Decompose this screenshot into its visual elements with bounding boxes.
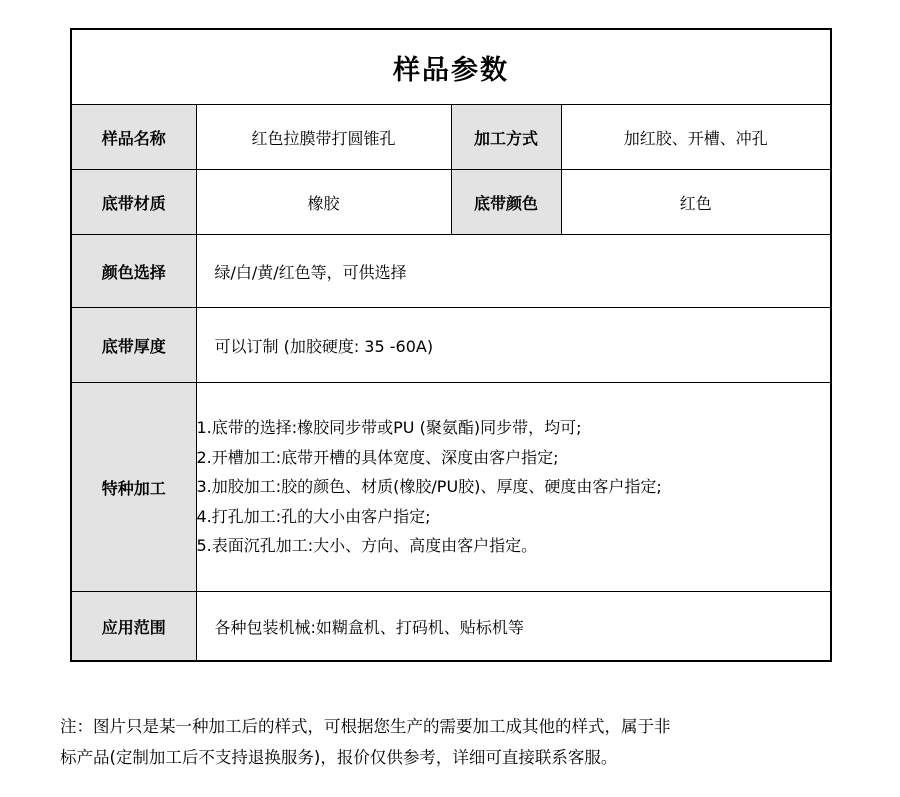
special-processing-line-2: 2.开槽加工:底带开槽的具体宽度、深度由客户指定;	[196, 447, 559, 467]
row-label-sample-name: 样品名称	[71, 105, 196, 170]
table-row	[71, 235, 831, 308]
row-label-belt-color: 底带颜色	[451, 170, 561, 235]
row-label-belt-material: 底带材质	[71, 170, 196, 235]
footer-note-line-2: 标产品(定制加工后不支持退换服务)，报价仅供参考，详细可直接联系客服。	[60, 747, 618, 767]
special-processing-line-3: 3.加胶加工:胶的颜色、材质(橡胶/PU胶)、厚度、硬度由客户指定;	[196, 477, 662, 497]
table-row	[71, 592, 831, 662]
row-label-special-processing: 特种加工	[71, 383, 196, 592]
spec-sheet	[70, 28, 830, 662]
footer-note-line-1: 注：图片只是某一种加工后的样式，可根据您生产的需要加工成其他的样式，属于非	[60, 717, 671, 736]
row-label-process-method: 加工方式	[451, 105, 561, 170]
table-row	[71, 170, 831, 235]
table-row-title	[71, 29, 831, 105]
special-processing-line-5: 5.表面沉孔加工:大小、方向、高度由客户指定。	[196, 536, 538, 556]
row-value-belt-color: 红色	[561, 170, 831, 235]
footer-note	[60, 712, 850, 773]
row-value-process-method: 加红胶、开槽、冲孔	[561, 105, 831, 170]
table-row	[71, 308, 831, 383]
row-value-sample-name: 红色拉膜带打圆锥孔	[196, 105, 451, 170]
row-label-belt-thickness: 底带厚度	[71, 308, 196, 383]
spec-table	[70, 28, 832, 662]
row-value-belt-thickness: 可以订制 (加胶硬度: 35 -60A)	[196, 308, 831, 383]
row-label-color-choice: 颜色选择	[71, 235, 196, 308]
row-label-application-scope: 应用范围	[71, 592, 196, 662]
page-title: 样品参数	[71, 29, 831, 105]
row-value-special-processing	[196, 383, 831, 592]
special-processing-line-1: 1.底带的选择:橡胶同步带或PU (聚氨酯)同步带，均可;	[196, 418, 582, 438]
special-processing-line-4: 4.打孔加工:孔的大小由客户指定;	[196, 506, 431, 526]
row-value-belt-material: 橡胶	[196, 170, 451, 235]
table-row	[71, 383, 831, 592]
row-value-color-choice: 绿/白/黄/红色等，可供选择	[196, 235, 831, 308]
table-row	[71, 105, 831, 170]
row-value-application-scope: 各种包装机械:如糊盒机、打码机、贴标机等	[196, 592, 831, 662]
